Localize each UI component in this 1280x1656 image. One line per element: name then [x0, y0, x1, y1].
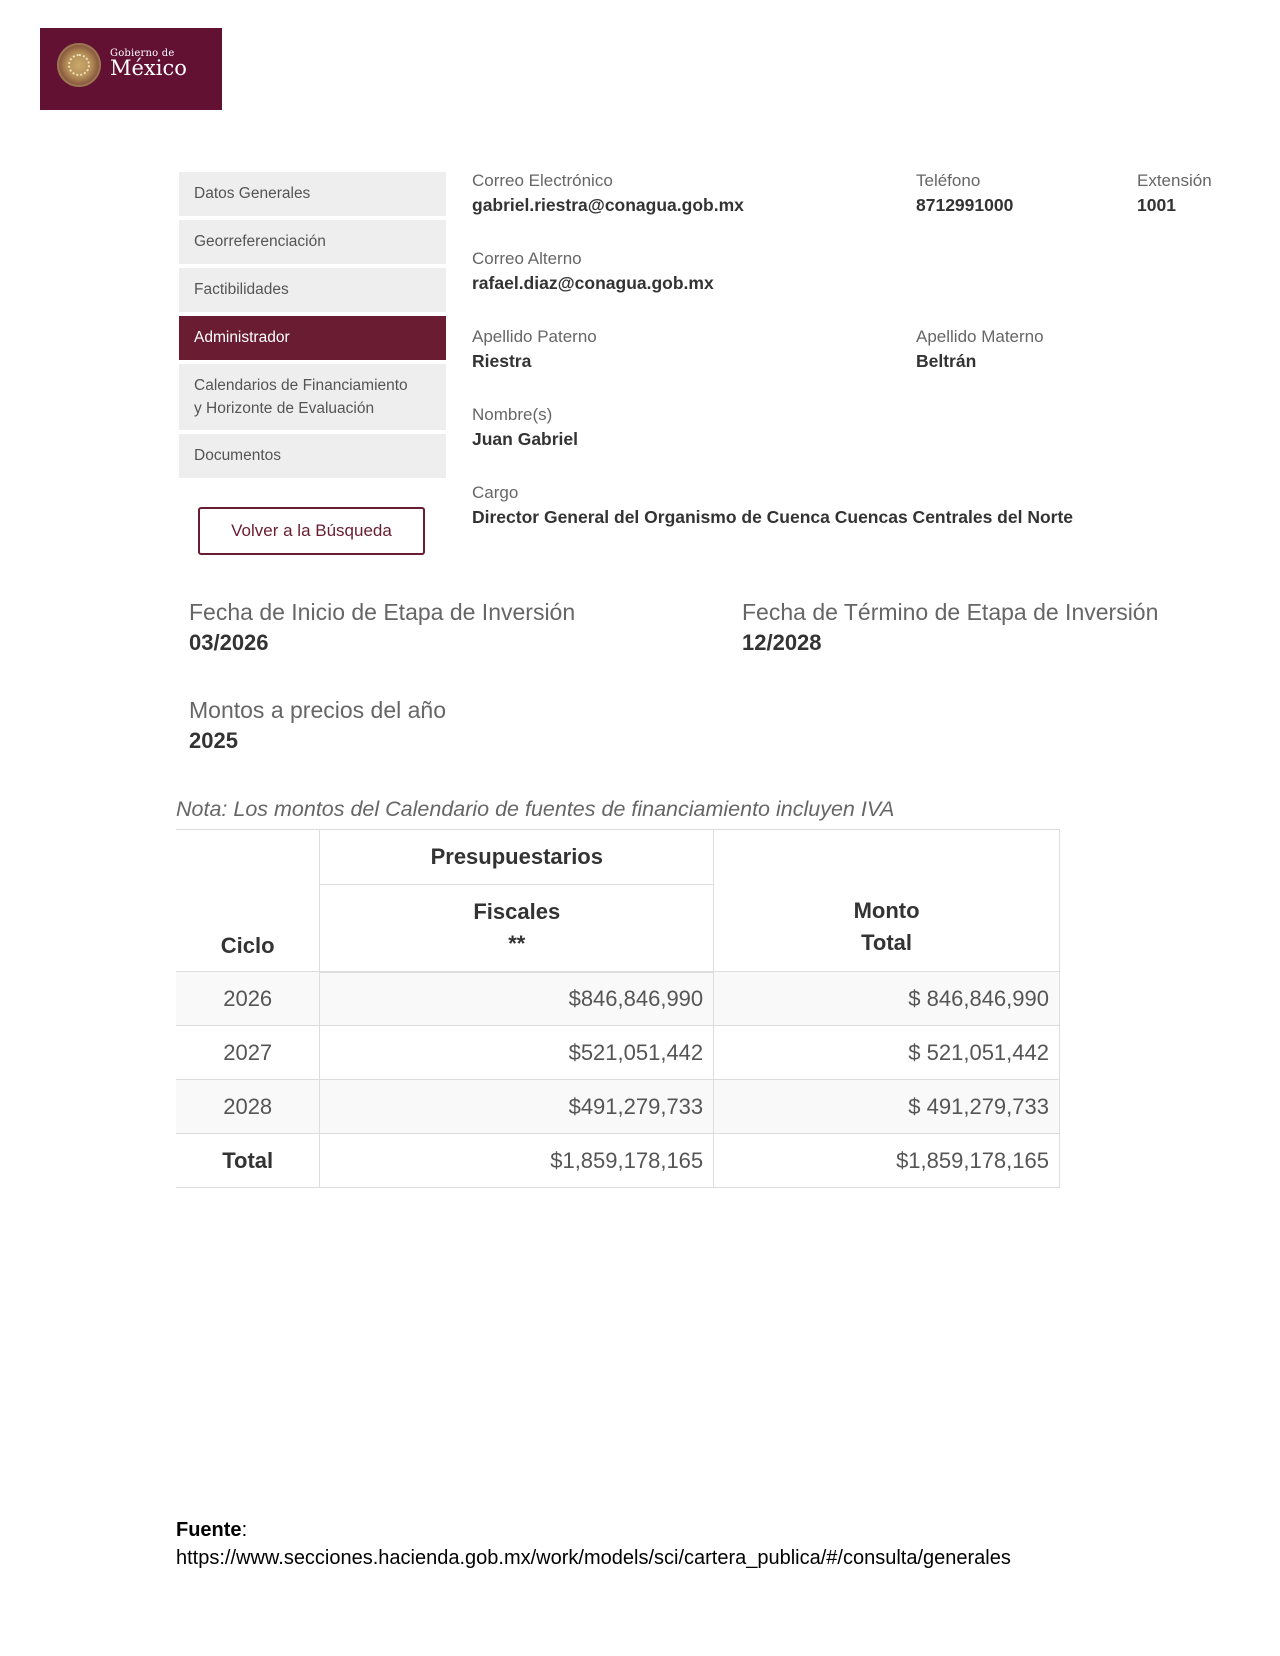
- cell-fiscales: $491,279,733: [320, 1080, 714, 1134]
- cell-ciclo: 2028: [176, 1080, 320, 1134]
- cell-fiscales: $521,051,442: [320, 1026, 714, 1080]
- source-url[interactable]: https://www.secciones.hacienda.gob.mx/work/models/sci/cartera_publica/#/consulta/generales: [176, 1547, 1011, 1569]
- email-label: Correo Electrónico: [472, 171, 613, 190]
- nombre-label: Nombre(s): [472, 405, 553, 424]
- table-row: [176, 1026, 1060, 1080]
- cell-ciclo: 2027: [176, 1026, 320, 1080]
- cargo-field: [472, 482, 1073, 530]
- col-header-fiscales: [320, 885, 714, 972]
- phone-value: 8712991000: [916, 195, 1014, 215]
- precios-anio-label: Montos a precios del año: [189, 697, 446, 723]
- sidebar-nav: [179, 172, 446, 482]
- gobierno-de-mexico-logo: [40, 28, 222, 110]
- total-label: Total: [861, 930, 913, 955]
- apellido-materno-label: Apellido Materno: [916, 327, 1044, 346]
- cell-total-fiscales: $1,859,178,165: [320, 1134, 714, 1188]
- apellido-materno-field: [916, 326, 1044, 374]
- col-header-presupuestarios: Presupuestarios: [320, 830, 714, 885]
- cell-total-label: Total: [176, 1134, 320, 1188]
- email-value: gabriel.riestra@conagua.gob.mx: [472, 195, 744, 215]
- apellido-paterno-value: Riestra: [472, 351, 532, 371]
- fecha-inicio-label: Fecha de Inicio de Etapa de Inversión: [189, 599, 576, 625]
- extension-field: [1137, 170, 1212, 218]
- email-field: [472, 170, 744, 218]
- cell-monto-total: $ 521,051,442: [714, 1026, 1060, 1080]
- precios-anio-value: 2025: [189, 728, 238, 753]
- source-colon: :: [241, 1519, 248, 1541]
- fecha-termino-label: Fecha de Término de Etapa de Inversión: [742, 599, 1159, 625]
- financing-calendar-table: [176, 829, 1060, 1188]
- cargo-label: Cargo: [472, 483, 519, 502]
- table-total-row: [176, 1134, 1060, 1188]
- phone-label: Teléfono: [916, 171, 981, 190]
- sidebar-item-calendarios[interactable]: Calendarios de Financiamiento y Horizonte de Evaluación: [179, 364, 446, 430]
- alt-email-value: rafael.diaz@conagua.gob.mx: [472, 273, 714, 293]
- apellido-paterno-label: Apellido Paterno: [472, 327, 597, 346]
- fecha-termino-value: 12/2028: [742, 630, 822, 655]
- apellido-paterno-field: [472, 326, 597, 374]
- extension-label: Extensión: [1137, 171, 1212, 190]
- fecha-inicio-value: 03/2026: [189, 630, 269, 655]
- logo-line-1: Gobierno de: [110, 48, 175, 59]
- table-row: [176, 972, 1060, 1026]
- source-label: Fuente: [176, 1519, 242, 1541]
- cell-fiscales: $846,846,990: [320, 972, 714, 1026]
- precios-anio-field: [189, 695, 446, 757]
- sidebar-item-factibilidades[interactable]: Factibilidades: [179, 268, 446, 312]
- coat-of-arms-icon: [57, 43, 101, 87]
- source-footer: [176, 1516, 1011, 1572]
- back-to-search-button[interactable]: Volver a la Búsqueda: [198, 507, 425, 555]
- col-header-ciclo: Ciclo: [176, 830, 320, 972]
- sidebar-item-administrador[interactable]: Administrador: [179, 316, 446, 360]
- cell-monto-total: $ 846,846,990: [714, 972, 1060, 1026]
- sidebar-item-georreferenciacion[interactable]: Georreferenciación: [179, 220, 446, 264]
- apellido-materno-value: Beltrán: [916, 351, 977, 371]
- col-header-monto-total: [714, 830, 1060, 972]
- cell-total-monto: $1,859,178,165: [714, 1134, 1060, 1188]
- cell-monto-total: $ 491,279,733: [714, 1080, 1060, 1134]
- nombre-field: [472, 404, 578, 452]
- cargo-value: Director General del Organismo de Cuenca Cuencas Centrales del Norte: [472, 507, 1074, 527]
- extension-value: 1001: [1137, 195, 1176, 215]
- sidebar-item-documentos[interactable]: Documentos: [179, 434, 446, 478]
- fecha-inicio-field: [189, 597, 575, 659]
- fiscales-label: Fiscales: [473, 898, 561, 924]
- iva-note: Nota: Los montos del Calendario de fuentes de financiamiento incluyen IVA: [176, 797, 895, 821]
- nombre-value: Juan Gabriel: [472, 429, 579, 449]
- monto-label: Monto: [853, 898, 920, 923]
- table-row: [176, 1080, 1060, 1134]
- logo-line-2: México: [110, 56, 187, 80]
- alt-email-label: Correo Alterno: [472, 249, 582, 268]
- cell-ciclo: 2026: [176, 972, 320, 1026]
- fecha-termino-field: [742, 597, 1158, 659]
- fiscales-mark: **: [508, 930, 526, 956]
- phone-field: [916, 170, 1013, 218]
- alt-email-field: [472, 248, 714, 296]
- sidebar-item-datos-generales[interactable]: Datos Generales: [179, 172, 446, 216]
